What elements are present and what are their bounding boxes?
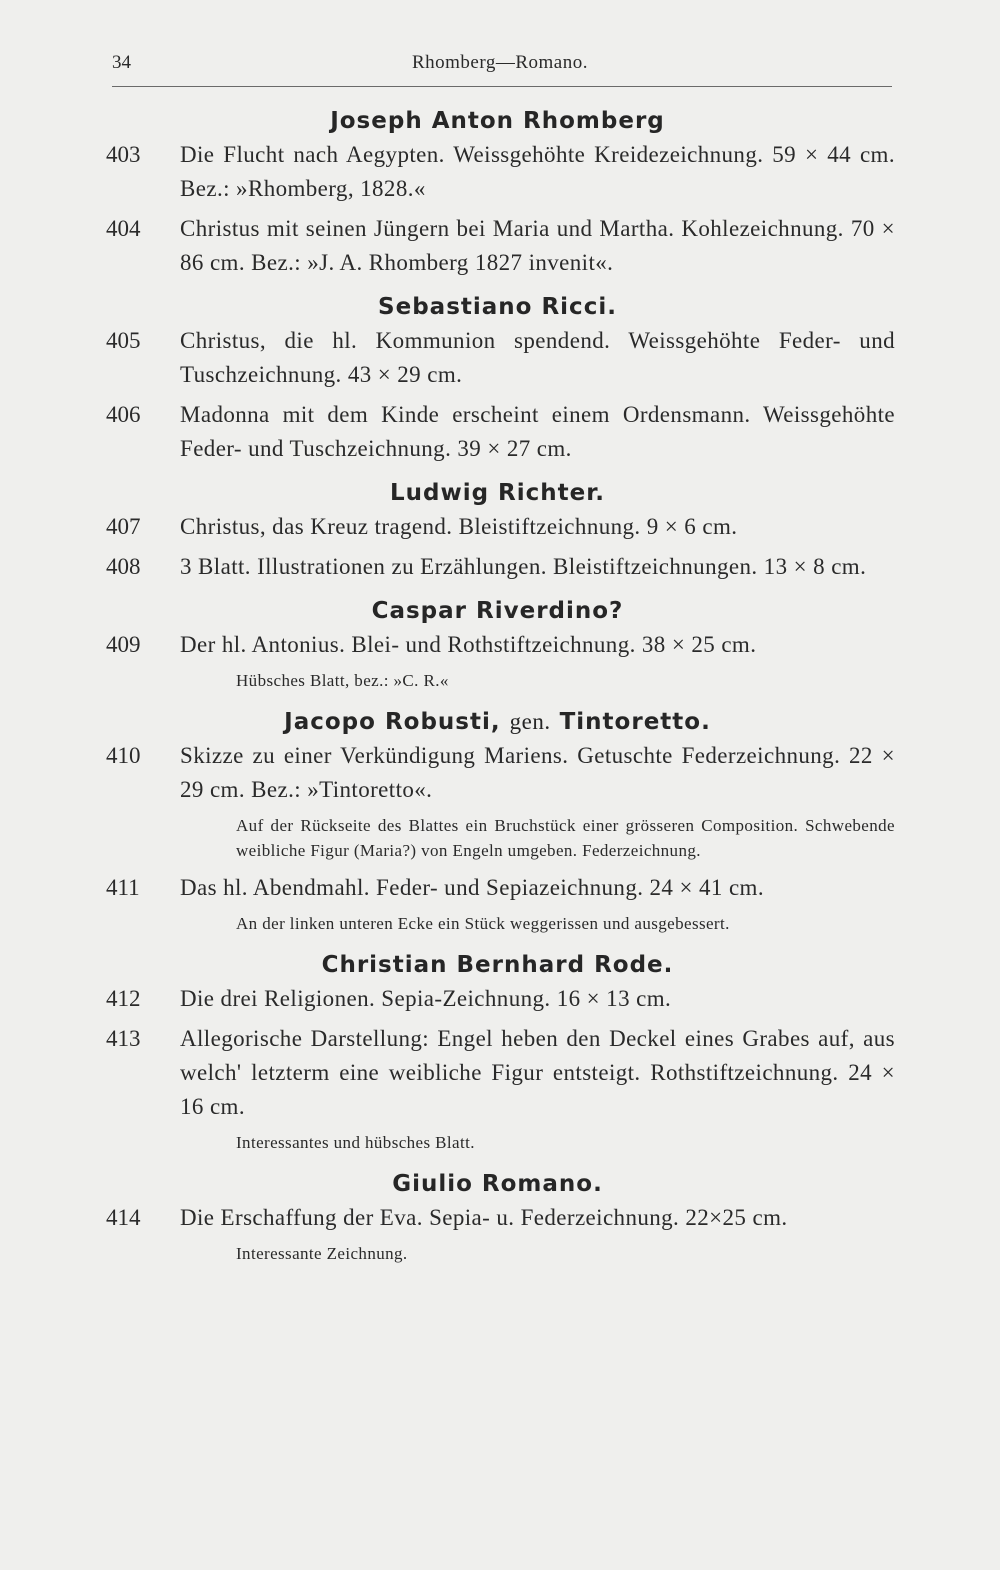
catalog-entry [100, 739, 895, 807]
entry-number: 413 [106, 1026, 141, 1051]
entry-number: 410 [106, 743, 141, 768]
entry-text: Die Flucht nach Aegypten. Weissgehöhte Kreidezeichnung. 59 × 44 cm. Bez.: »Rhomberg, 1828.« [180, 142, 895, 201]
artist-heading: Joseph Anton Rhomberg [330, 108, 665, 134]
entry-number: 412 [106, 986, 141, 1011]
catalog-entry [100, 510, 895, 544]
entry-number: 406 [106, 402, 141, 427]
artist-name: Jacopo Robusti, [284, 709, 501, 735]
catalog-entry [100, 982, 895, 1016]
catalog-entry [100, 212, 895, 280]
catalog-entry [100, 138, 895, 206]
entry-number: 411 [106, 875, 140, 900]
artist-alias: Tintoretto. [559, 709, 711, 735]
entry-note: Interessantes und hübsches Blatt. [236, 1133, 475, 1152]
entry-number: 407 [106, 514, 141, 539]
artist-heading: Ludwig Richter. [389, 480, 606, 506]
entry-text: Christus mit seinen Jüngern bei Maria und Martha. Kohlezeichnung. 70 × 86 cm. Bez.: »J. A. Rhomberg 1827 invenit«. [180, 216, 895, 275]
catalog-content [100, 100, 895, 1274]
entry-note: Hübsches Blatt, bez.: »C. R.« [236, 671, 449, 690]
entry-number: 414 [106, 1205, 141, 1230]
page-number: 34 [112, 52, 131, 73]
entry-note: Auf der Rückseite des Blattes ein Bruchstück einer grösseren Composition. Schwebende weibliche Figur (Maria?) von Engeln umgeben. Federzeichnung. [236, 816, 895, 860]
entry-text: Madonna mit dem Kinde erscheint einem Ordensmann. Weissgehöhte Feder- und Tuschzeichnung. 39 × 27 cm. [180, 402, 895, 461]
entry-number: 409 [106, 632, 141, 657]
artist-heading: Caspar Riverdino? [371, 598, 624, 624]
artist-heading: Christian Bernhard Rode. [321, 952, 674, 978]
catalog-entry [100, 550, 895, 584]
entry-number: 403 [106, 142, 141, 167]
entry-text: Allegorische Darstellung: Engel heben den Deckel eines Grabes auf, aus welch' letzterm eine weibliche Figur entsteigt. Rothstiftzeichnung. 24 × 16 cm. [180, 1026, 895, 1119]
catalog-entry [100, 871, 895, 905]
page-header [112, 52, 888, 82]
entry-text: Das hl. Abendmahl. Feder- und Sepiazeichnung. 24 × 41 cm. [180, 875, 764, 900]
entry-text: Skizze zu einer Verkündigung Mariens. Getuschte Federzeichnung. 22 × 29 cm. Bez.: »Tintoretto«. [180, 743, 895, 802]
header-rule [112, 86, 892, 87]
entry-text: Der hl. Antonius. Blei- und Rothstiftzeichnung. 38 × 25 cm. [180, 632, 757, 657]
catalog-entry [100, 628, 895, 662]
entry-note: An der linken unteren Ecke ein Stück weggerissen und ausgebessert. [236, 914, 730, 933]
entry-number: 404 [106, 216, 141, 241]
catalog-entry [100, 398, 895, 466]
entry-note: Interessante Zeichnung. [236, 1244, 408, 1263]
entry-text: 3 Blatt. Illustrationen zu Erzählungen. Bleistiftzeichnungen. 13 × 8 cm. [180, 554, 867, 579]
artist-gen: gen. [509, 709, 551, 734]
entry-text: Christus, das Kreuz tragend. Bleistiftzeichnung. 9 × 6 cm. [180, 514, 738, 539]
catalog-entry [100, 1201, 895, 1235]
artist-heading: Sebastiano Ricci. [378, 294, 617, 320]
entry-text: Die drei Religionen. Sepia-Zeichnung. 16 × 13 cm. [180, 986, 672, 1011]
entry-number: 405 [106, 328, 141, 353]
running-title: Rhomberg—Romano. [411, 52, 588, 73]
artist-heading [100, 701, 895, 739]
catalog-entry [100, 1022, 895, 1124]
artist-heading: Giulio Romano. [392, 1171, 603, 1197]
entry-number: 408 [106, 554, 141, 579]
entry-text: Christus, die hl. Kommunion spendend. Weissgehöhte Feder- und Tuschzeichnung. 43 × 29 cm. [180, 328, 895, 387]
catalog-entry [100, 324, 895, 392]
entry-text: Die Erschaffung der Eva. Sepia- u. Federzeichnung. 22×25 cm. [180, 1205, 788, 1230]
